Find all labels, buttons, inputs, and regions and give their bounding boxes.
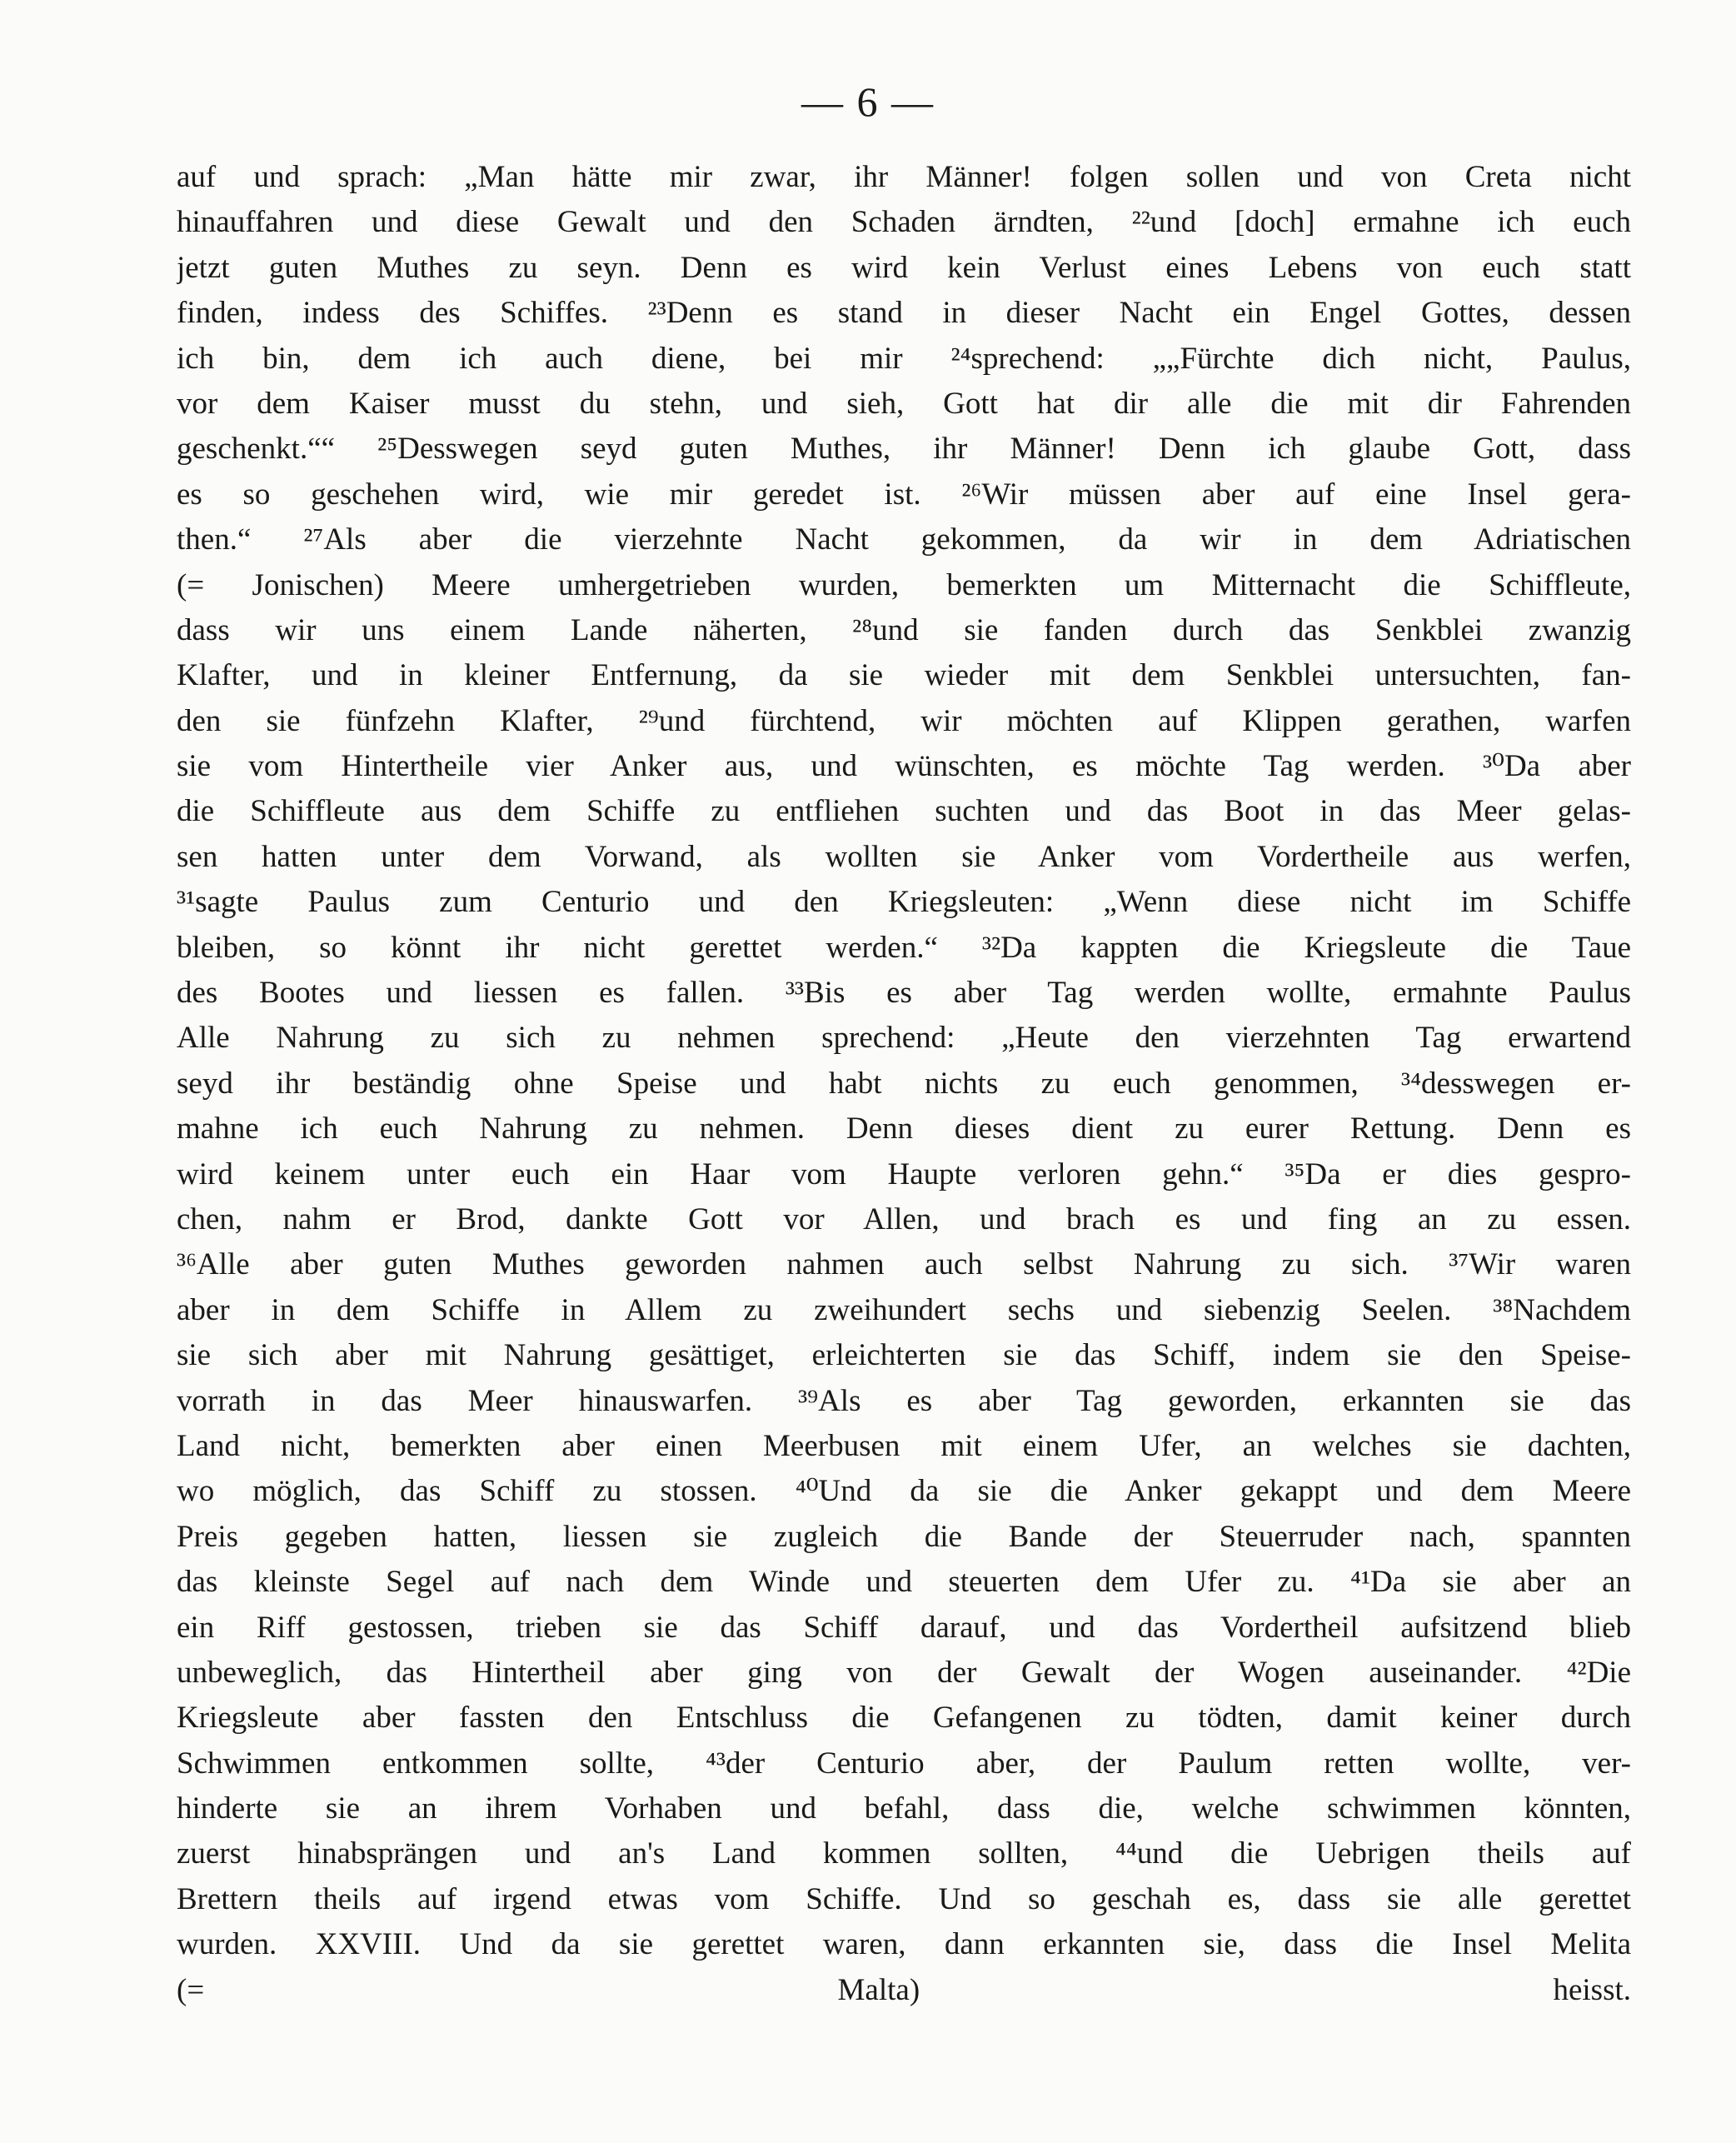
text-line: finden, indess des Schiffes. ²³Denn es stand in dieser Nacht ein Engel Gottes, dessen — [177, 296, 1631, 331]
text-line: jetzt guten Muthes zu seyn. Denn es wird kein Verlust eines Lebens von euch statt — [177, 250, 1631, 285]
body-text — [177, 155, 1631, 2058]
text-line: aber in dem Schiffe in Allem zu zweihundert sechs und siebenzig Seelen. ³⁸Nachdem — [177, 1292, 1631, 1327]
text-line: dass wir uns einem Lande näherten, ²⁸und sie fanden durch das Senkblei zwanzig — [177, 612, 1631, 647]
text-line: Preis gegeben hatten, liessen sie zugleich die Bande der Steuerruder nach, spannten — [177, 1519, 1631, 1554]
text-line: auf und sprach: „Man hätte mir zwar, ihr Männer! folgen sollen und von Creta nicht — [177, 160, 1631, 194]
text-line: die Schiffleute aus dem Schiffe zu entfliehen suchten und das Boot in das Meer gelas- — [177, 794, 1631, 829]
text-line: sie vom Hintertheile vier Anker aus, und wünschten, es möchte Tag werden. ³⁰Da aber — [177, 749, 1631, 784]
text-line: unbeweglich, das Hintertheil aber ging von der Gewalt der Wogen auseinander. ⁴²Die — [177, 1655, 1631, 1690]
text-line: mahne ich euch Nahrung zu nehmen. Denn dieses dient zu eurer Rettung. Denn es — [177, 1111, 1631, 1146]
text-line: wo möglich, das Schiff zu stossen. ⁴⁰Und da sie die Anker gekappt und dem Meere — [177, 1474, 1631, 1509]
text-line: chen, nahm er Brod, dankte Gott vor Allen, und brach es und fing an zu essen. — [177, 1201, 1631, 1236]
text-line: ein Riff gestossen, trieben sie das Schiff darauf, und das Vordertheil aufsitzend blieb — [177, 1610, 1631, 1645]
text-line: hinauffahren und diese Gewalt und den Schaden ärndten, ²²und [doch] ermahne ich euch — [177, 205, 1631, 240]
text-line: es so geschehen wird, wie mir geredet ist. ²⁶Wir müssen aber auf eine Insel gera- — [177, 477, 1631, 512]
text-line: sen hatten unter dem Vorwand, als wollten sie Anker vom Vordertheile aus werfen, — [177, 839, 1631, 874]
text-line: hinderte sie an ihrem Vorhaben und befahl, dass die, welche schwimmen könnten, — [177, 1791, 1631, 1826]
text-line: wird keinem unter euch ein Haar vom Haupte verloren gehn.“ ³⁵Da er dies gespro- — [177, 1156, 1631, 1191]
text-line: Schwimmen entkommen sollte, ⁴³der Centurio aber, der Paulum retten wollte, ver- — [177, 1746, 1631, 1781]
text-line: vorrath in das Meer hinauswarfen. ³⁹Als es aber Tag geworden, erkannten sie das — [177, 1383, 1631, 1418]
text-line: des Bootes und liessen es fallen. ³³Bis es aber Tag werden wollte, ermahnte Paulus — [177, 976, 1631, 1011]
text-line: then.“ ²⁷Als aber die vierzehnte Nacht gekommen, da wir in dem Adriatischen — [177, 522, 1631, 557]
text-line: wurden. XXVIII. Und da sie gerettet waren, dann erkannten sie, dass die Insel Melita — [177, 1927, 1631, 1962]
text-line: Kriegsleute aber fassten den Entschluss die Gefangenen zu tödten, damit keiner durch — [177, 1701, 1631, 1736]
text-line: Klafter, und in kleiner Entfernung, da sie wieder mit dem Senkblei untersuchten, fan- — [177, 658, 1631, 693]
text-line: ich bin, dem ich auch diene, bei mir ²⁴sprechend: „„Fürchte dich nicht, Paulus, — [177, 341, 1631, 376]
text-line: Brettern theils auf irgend etwas vom Schiffe. Und so geschah es, dass sie alle gerettet — [177, 1881, 1631, 1916]
text-line: vor dem Kaiser musst du stehn, und sieh, Gott hat dir alle die mit dir Fahrenden — [177, 386, 1631, 421]
text-line — [177, 2013, 1631, 2058]
page-number: — 6 — — [801, 78, 935, 125]
text-line: das kleinste Segel auf nach dem Winde und steuerten dem Ufer zu. ⁴¹Da sie aber an — [177, 1565, 1631, 1600]
text-line: geschenkt.““ ²⁵Desswegen seyd guten Muthes, ihr Männer! Denn ich glaube Gott, dass — [177, 432, 1631, 467]
text-line: (= Malta) heisst. — [177, 1972, 1631, 2007]
text-line: (= Jonischen) Meere umhergetrieben wurden, bemerkten um Mitternacht die Schiffleute, — [177, 567, 1631, 602]
text-line: bleiben, so könnt ihr nicht gerettet werden.“ ³²Da kappten die Kriegsleute die Taue — [177, 930, 1631, 965]
text-line: Land nicht, bemerkten aber einen Meerbusen mit einem Ufer, an welches sie dachten, — [177, 1428, 1631, 1463]
text-line: zuerst hinabsprängen und an's Land kommen sollten, ⁴⁴und die Uebrigen theils auf — [177, 1836, 1631, 1871]
text-line: ³⁶Alle aber guten Muthes geworden nahmen auch selbst Nahrung zu sich. ³⁷Wir waren — [177, 1247, 1631, 1282]
text-line: seyd ihr beständig ohne Speise und habt nichts zu euch genommen, ³⁴desswegen er- — [177, 1066, 1631, 1101]
text-line: Alle Nahrung zu sich zu nehmen sprechend: „Heute den vierzehnten Tag erwartend — [177, 1021, 1631, 1056]
text-line: ³¹sagte Paulus zum Centurio und den Kriegsleuten: „Wenn diese nicht im Schiffe — [177, 885, 1631, 920]
text-line: den sie fünfzehn Klafter, ²⁹und fürchtend, wir möchten auf Klippen gerathen, warfen — [177, 703, 1631, 738]
text-line: sie sich aber mit Nahrung gesättiget, erleichterten sie das Schiff, indem sie den Speise- — [177, 1338, 1631, 1373]
